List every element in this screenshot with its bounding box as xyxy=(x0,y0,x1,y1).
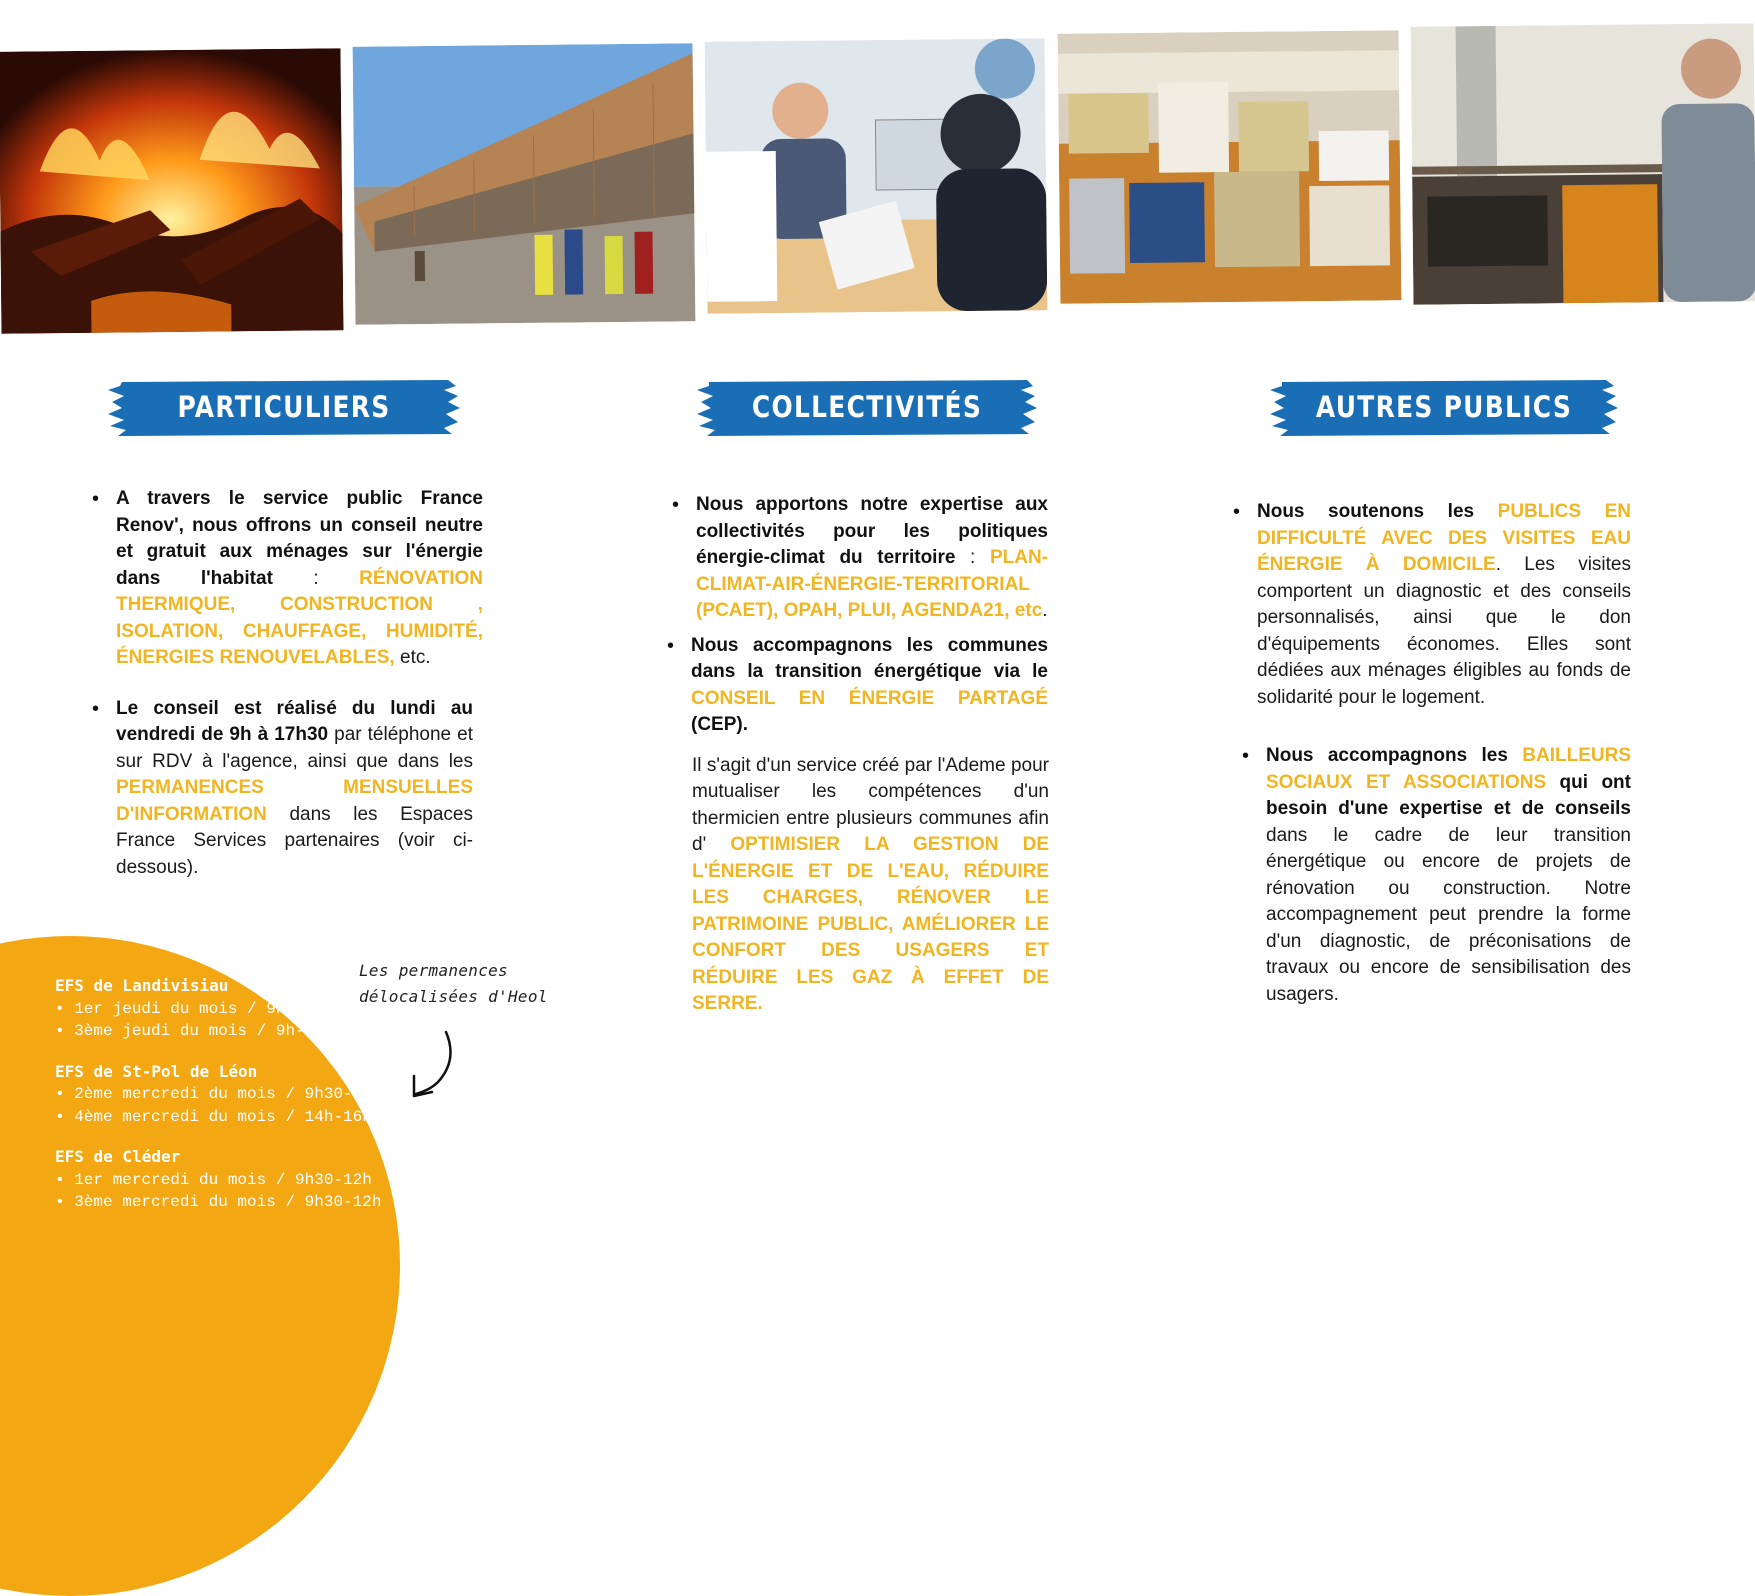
collectivites-item1-highlight: PLAN-CLIMAT-AIR-ÉNERGIE-TERRITORIAL (PCAET), OPAH, PLUI, AGENDA21, etc xyxy=(696,547,1049,621)
advisor-photo xyxy=(705,38,1048,314)
collectivites-item1-sep: : xyxy=(955,547,990,568)
collectivites-item2-lead: Nous accompagnons les communes dans la transition énergétique via le xyxy=(691,634,1048,682)
fire-photo xyxy=(0,48,343,334)
collectivites-column xyxy=(691,492,1049,1018)
permanences-list xyxy=(55,975,391,1232)
autres-item-visites xyxy=(1257,499,1631,711)
particuliers-item1-sep: : xyxy=(272,567,360,589)
collectivites-item2-highlight: CONSEIL EN ÉNERGIE PARTAGÉ xyxy=(691,687,1048,709)
curved-arrow-icon xyxy=(408,1030,458,1100)
permanences-note xyxy=(359,958,548,1010)
efs-schedule-line: • 3ème jeudi du mois / 9h-12h xyxy=(55,1022,334,1040)
note-line: Les permanences xyxy=(359,961,508,980)
collectivites-item-expertise xyxy=(696,492,1048,625)
efs-cleder xyxy=(55,1146,391,1214)
particuliers-item2-mid: par téléphone et sur RDV à l'agence, ainsi que dans les xyxy=(116,724,473,772)
efs-landivisiau xyxy=(55,975,391,1043)
collectivites-item1-tail: . xyxy=(1042,600,1048,621)
collectivites-para-lead: Il s'agit d'un service créé par l'Ademe pour mutualiser les compétences d'un thermicien entre plusieurs communes afin d' xyxy=(692,754,1049,855)
autres-column xyxy=(1257,499,1631,1008)
particuliers-item2-lead: Le conseil est réalisé du lundi au vendredi de 9h à 17h30 xyxy=(116,697,473,745)
autres-title: AUTRES PUBLICS xyxy=(1315,390,1573,424)
building-site-photo xyxy=(353,43,696,325)
collectivites-banner xyxy=(697,378,1037,436)
efs-schedule-line: • 2ème mercredi du mois / 9h30-12h xyxy=(55,1085,382,1103)
particuliers-item1-tail: etc. xyxy=(394,647,431,668)
particuliers-banner xyxy=(108,378,460,436)
efs-schedule-line: • 4ème mercredi du mois / 14h-16h30 xyxy=(55,1107,392,1126)
efs-schedule-line: • 3ème mercredi du mois / 9h30-12h xyxy=(55,1193,382,1211)
efs-name: EFS de Landivisiau xyxy=(55,976,229,995)
collectivites-item2-tail: (CEP). xyxy=(691,714,748,735)
efs-schedule-line: • 1er mercredi du mois / 9h30-12h xyxy=(55,1170,372,1189)
autres-item1-highlight: PUBLICS EN DIFFICULTÉ AVEC DES VISITES EAU ÉNERGIE À DOMICILE xyxy=(1257,501,1631,575)
collectivites-cep-description xyxy=(692,753,1049,1018)
particuliers-title: PARTICULIERS xyxy=(177,390,391,424)
collectivites-item-cep xyxy=(691,633,1048,739)
autres-item2-lead: Nous accompagnons les xyxy=(1266,745,1523,766)
autres-item-bailleurs xyxy=(1266,743,1631,1008)
particuliers-item2-highlight: PERMANENCES MENSUELLES D'INFORMATION xyxy=(116,777,473,825)
autres-item1-tail: . Les visites comportent un diagnostic et des conseils personnalisés, ainsi que le don d'équipements économes. Elles sont dédiées aux ménages éligibles au fonds de solidarité pour le logement. xyxy=(1257,554,1632,708)
efs-name: EFS de St-Pol de Léon xyxy=(55,1061,258,1081)
particuliers-item-horaires xyxy=(116,696,473,882)
efs-schedule-line: • 1er jeudi du mois / 9h-12h xyxy=(55,999,324,1018)
particuliers-column xyxy=(116,486,483,881)
efs-name: EFS de Cléder xyxy=(55,1147,181,1166)
efs-st-pol-de-leon xyxy=(55,1061,391,1129)
autres-item2-tail: dans le cadre de leur transition énergétique ou encore de projets de rénovation ou construction. Notre accompagnement peut prendre la forme d'un diagnostic, de préconisations de travaux ou encore de sensibilisation des usagers. xyxy=(1266,824,1631,1005)
particuliers-item1-highlight: RÉNOVATION THERMIQUE, CONSTRUCTION , ISOLATION, CHAUFFAGE, HUMIDITÉ, ÉNERGIES RENOUVELABLES, xyxy=(116,567,483,668)
particuliers-item-conseil xyxy=(116,486,483,672)
autres-item1-lead: Nous soutenons les xyxy=(1257,501,1498,522)
insulation-photo xyxy=(1058,30,1402,304)
collectivites-para-highlight: OPTIMISIER LA GESTION DE L'ÉNERGIE ET DE L'EAU, RÉDUIRE LES CHARGES, RÉNOVER LE PATRIMOINE PUBLIC, AMÉLIORER LE CONFORT DES USAGERS ET RÉDUIRE LES GAZ À EFFET DE SERRE. xyxy=(692,834,1049,1014)
collectivites-item1-lead: Nous apportons notre expertise aux collectivités pour les politiques énergie-climat du territoire xyxy=(696,494,1048,568)
autres-item2-bold: qui ont besoin d'une expertise et de conseils xyxy=(1266,771,1631,819)
note-line: délocalisées d'Heol xyxy=(359,987,548,1006)
autres-item2-highlight: BAILLEURS SOCIAUX ET ASSOCIATIONS xyxy=(1266,745,1631,793)
particuliers-item1-lead: A travers le service public France Renov', nous offrons un conseil neutre et gratuit aux ménages sur l'énergie dans l'habitat xyxy=(116,488,483,589)
autres-banner xyxy=(1270,378,1618,436)
boiler-photo xyxy=(1411,23,1755,305)
collectivites-title: COLLECTIVITÉS xyxy=(751,390,983,424)
particuliers-item2-tail: dans les Espaces France Services partenaires (voir ci-dessous). xyxy=(116,803,473,878)
